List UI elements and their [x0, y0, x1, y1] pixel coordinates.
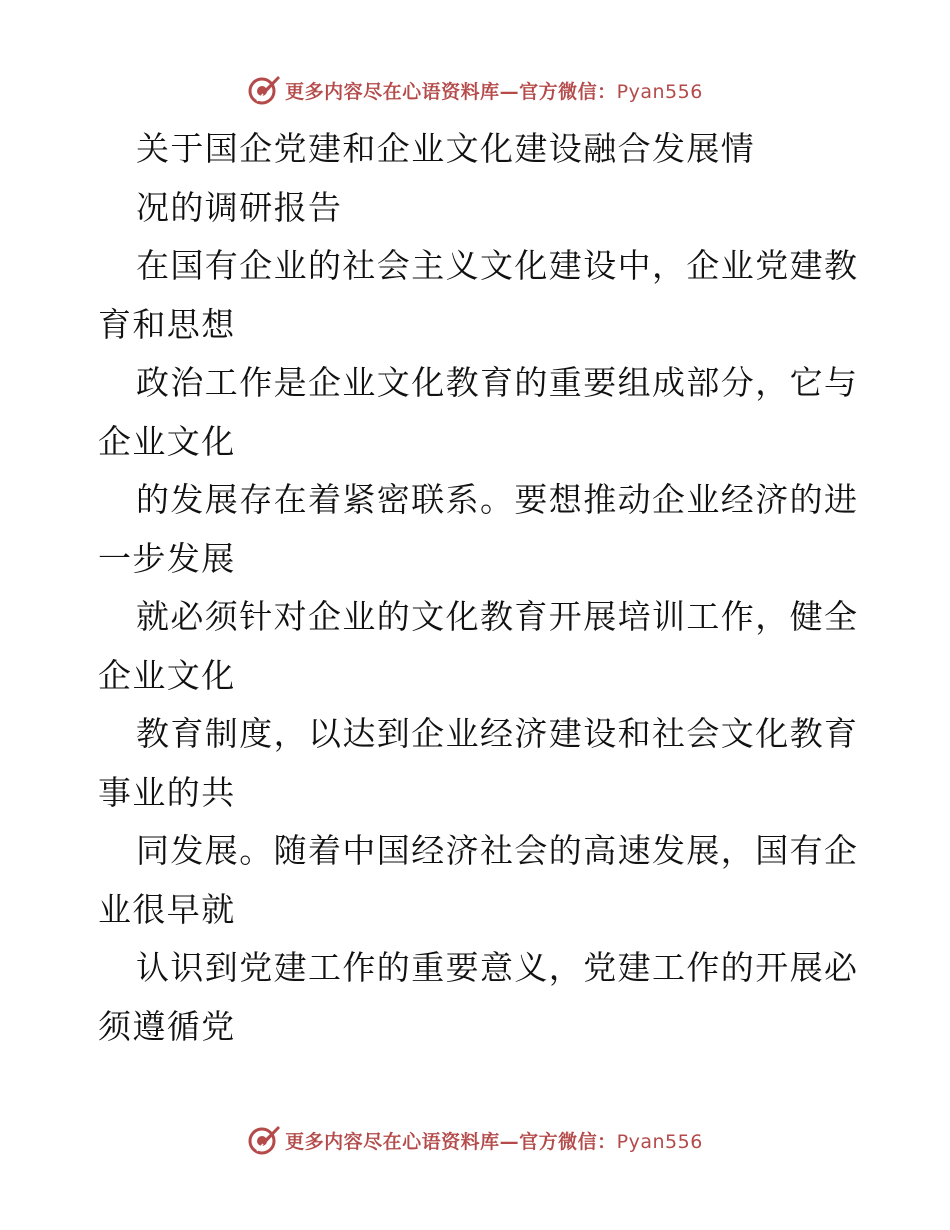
paragraph-line: 一步发展 — [98, 538, 236, 578]
banner-text: 更多内容尽在心语资料库—官方微信：Pyan556 — [285, 80, 703, 103]
paragraph-line: 企业文化 — [98, 655, 236, 695]
paragraph-line: 就必须针对企业的文化教育开展培训工作，健全 — [136, 597, 859, 636]
title-line-2: 况的调研报告 — [136, 187, 343, 227]
paragraph-line: 事业的共 — [98, 772, 236, 812]
quill-logo-icon — [247, 1123, 281, 1157]
banner-text: 更多内容尽在心语资料库—官方微信：Pyan556 — [285, 1130, 703, 1153]
paragraph-line: 政治工作是企业文化教育的重要组成部分，它与 — [136, 363, 859, 402]
paragraph-line: 教育制度，以达到企业经济建设和社会文化教育 — [136, 714, 859, 753]
paragraph-line: 认识到党建工作的重要意义，党建工作的开展必 — [136, 948, 859, 987]
quill-logo-icon — [247, 73, 281, 107]
paragraph-line: 业很早就 — [98, 889, 236, 929]
paragraph-line: 在国有企业的社会主义文化建设中，企业党建教 — [136, 246, 859, 285]
paragraph-line: 须遵循党 — [98, 1006, 236, 1046]
paragraph-line: 的发展存在着紧密联系。要想推动企业经济的进 — [136, 480, 859, 519]
title-line-1: 关于国企党建和企业文化建设融合发展情 — [136, 129, 756, 168]
wechat-handle: Pyan556 — [616, 80, 703, 103]
paragraph-line: 企业文化 — [98, 421, 236, 461]
wechat-handle: Pyan556 — [616, 1130, 703, 1153]
header-banner — [0, 70, 950, 110]
paragraph-line: 同发展。随着中国经济社会的高速发展，国有企 — [136, 831, 859, 870]
footer-banner — [0, 1120, 950, 1160]
document-body — [98, 120, 858, 1056]
paragraph-line: 育和思想 — [98, 304, 236, 344]
